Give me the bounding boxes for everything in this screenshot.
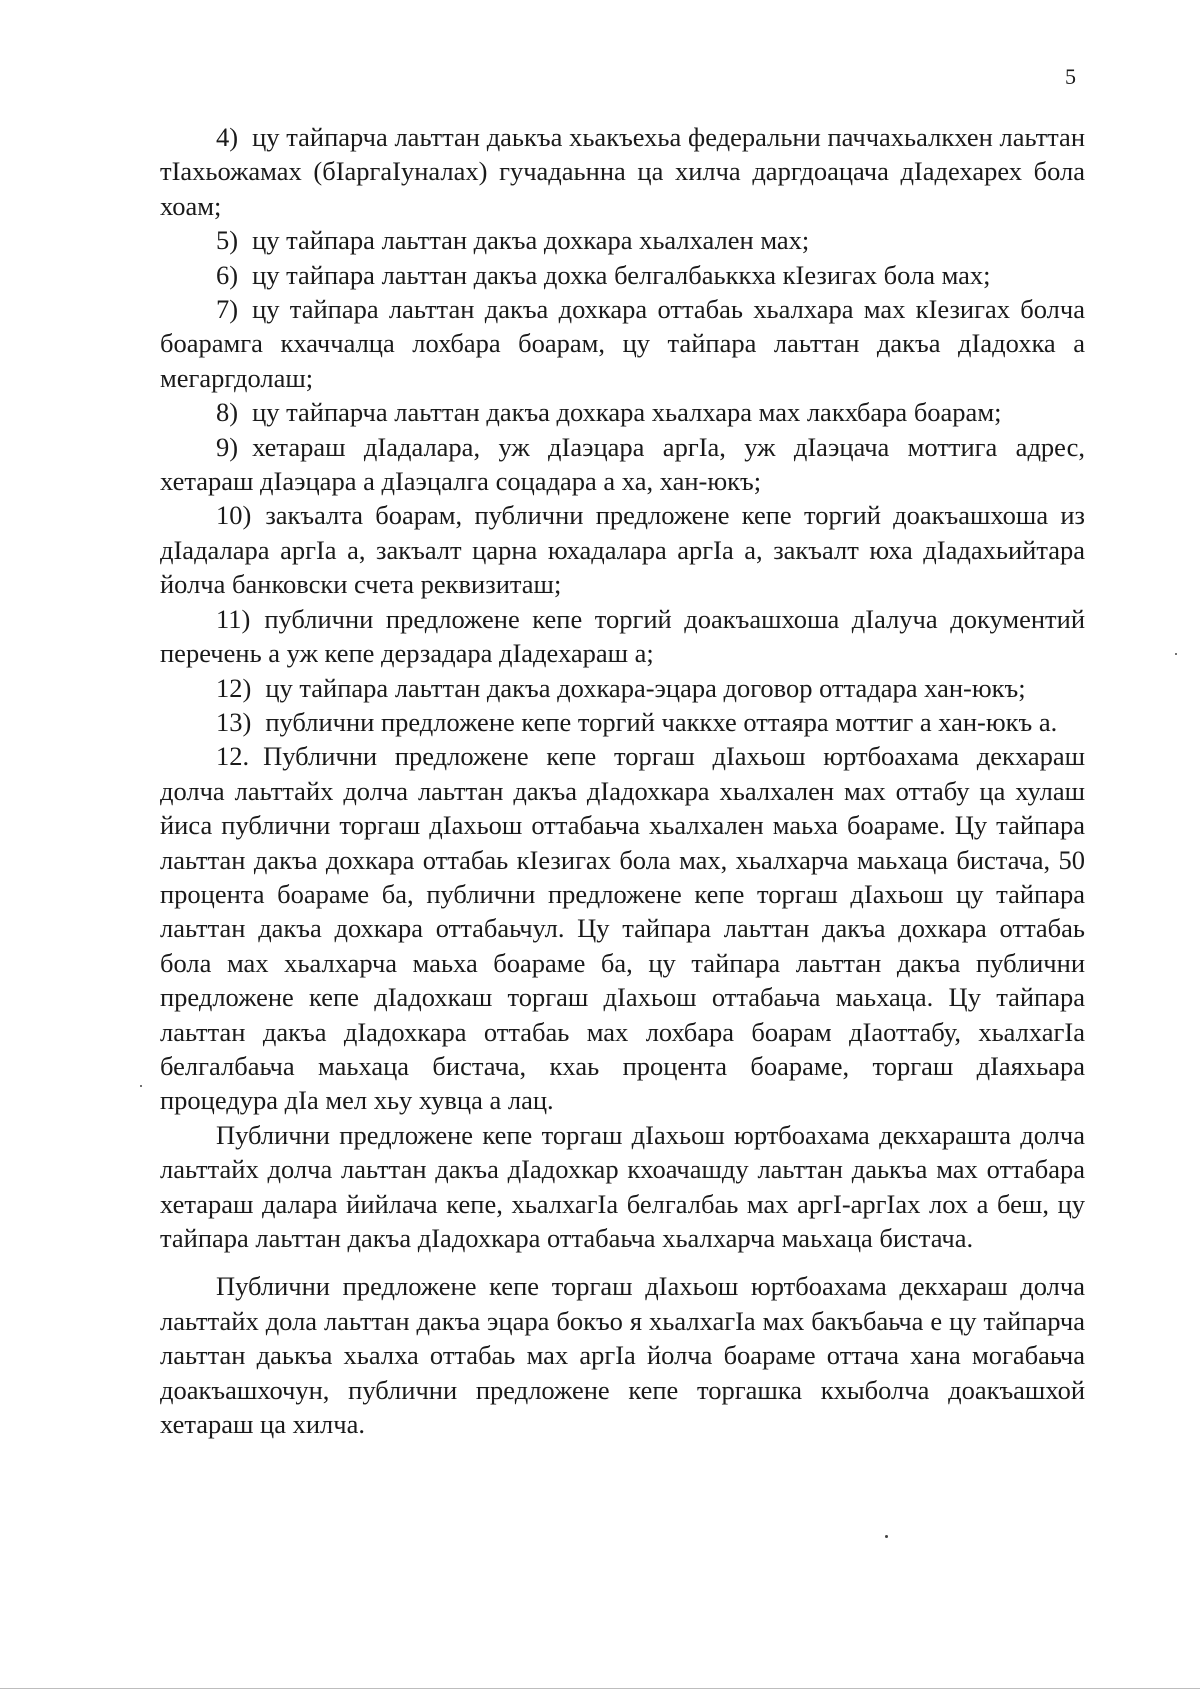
item-number: 9) (216, 431, 239, 462)
list-item (160, 705, 1085, 739)
section-text: Публични предложене кепе торгаш дIахьош юртбоахама декхараш долча лаьттайх долча лаьттан дакъа дIадохкара хьалхален мах оттабу ца хулаш йиса публични торгаш дIахьош оттабаьча хьалхален маьха боараме. Цу тайпара лаьттан дакъа дохкара оттабаь кIезигах бола мах, хьалхарча маьхаца бистача, 50 процента боараме ба, публични предложене кепе торгаш дIахьош цу тайпара лаьттан дакъа дохкара оттабаьчул. Цу тайпара лаьттан дакъа дохкара оттабаь бола мах хьалхарча маьха боараме ба, цу тайпара лаьттан дакъа публични предложене кепе дIадохкаш торгаш дIахьош оттабаьча маьхаца. Цу тайпара лаьттан дакъа дIадохкара оттабаь мах лохбара боарам дIаоттабу, хьалхагIа белгалбаьча маьхаца бистача, кхаь процента боараме, торгаш дIаяхьара процедура дIа мел хьу хувца а лац. (160, 741, 1085, 1116)
list-item (160, 223, 1085, 257)
list-item (160, 258, 1085, 292)
list-item (160, 292, 1085, 395)
list-item (160, 498, 1085, 601)
list-item (160, 430, 1085, 499)
section-paragraph (160, 1118, 1085, 1256)
item-text: публични предложене кепе торгий доакъашхоша дIалуча документий перечень а уж кепе дерзадара дIадехараш а; (160, 603, 1085, 669)
item-number: 6) (216, 259, 239, 290)
item-text: цу тайпара лаьттан дакъа дохкара оттабаь хьалхара мах кIезигах болча боарамга кхаччалца лохбара боарам, цу тайпара лаьттан дакъа дIадохка а мегаргдолаш; (160, 294, 1085, 393)
section-text: Публични предложене кепе торгаш дIахьош юртбоахама декхарашта долча лаьттайх долча лаьттан дакъа дIадохкар кхоачашду лаьттан даькъа мах оттабара хетараш далара йийлача кепе, хьалхагIа белгалбаь мах аргI-аргIах лох а беш, цу тайпара лаьттан дакъа дIадохкара оттабаьча хьалхарча маьхаца бистача. (160, 1119, 1085, 1253)
item-number: 4) (216, 122, 239, 152)
item-number: 5) (216, 225, 239, 256)
list-item (160, 671, 1085, 705)
item-number: 11) (216, 603, 251, 634)
item-text: цу тайпарча лаьттан даькъа хьакъехьа федеральни паччахьалкхен лаьттан тIахьожамах (бIаргаIуналах) гучадаьнна ца хилча даргдоацача дIадехарех бола хоам; (160, 122, 1085, 221)
item-text: цу тайпара лаьттан дакъа дохкара-эцара договор оттадара хан-юкъ; (265, 672, 1026, 703)
section-paragraph (160, 739, 1085, 1117)
item-number: 8) (216, 397, 239, 428)
section-text: Публични предложене кепе торгаш дIахьош юртбоахама декхараш долча лаьттайх дола лаьттан дакъа эцара бокъо я хьалхагIа мах бакъбаьча е цу тайпарча лаьттан даькъа хьалха оттабаь мах аргIа йолча боараме оттача хана могабаьча доакъашхочун, публични предложене кепе торгашка кхыболча доакъашхой хетараш ца хилча. (160, 1271, 1085, 1440)
item-text: публични предложене кепе торгий чаккхе оттаяра моттиг а хан-юкъ а. (265, 706, 1058, 737)
item-text: хетараш дIадалара, уж дIаэцара аргIа, уж дIаэцача моттига адрес, хетараш дIаэцара а дIаэцалга соцадара а ха, хан-юкъ; (160, 431, 1085, 497)
page-number: 5 (1065, 64, 1076, 89)
scan-edge-line (0, 1688, 1200, 1689)
item-number: 10) (216, 500, 252, 531)
scan-speck (885, 1535, 888, 1538)
section-number: 12. (216, 741, 250, 772)
item-text: закъалта боарам, публични предложене кепе торгий доакъашхоша из дIадалара аргIа а, закъалт царна юхадалара аргIа а, закъалт юха дIадахьийтара йолча банковски счета реквизиташ; (160, 500, 1085, 600)
item-text: цу тайпара лаьттан дакъа дохкара хьалхален мах; (252, 225, 810, 256)
item-text: цу тайпарча лаьттан дакъа дохкара хьалхара мах лакхбара боарам; (252, 397, 1002, 428)
item-number: 12) (216, 672, 252, 703)
list-item (160, 602, 1085, 671)
item-number: 7) (216, 294, 239, 325)
item-text: цу тайпара лаьттан дакъа дохка белгалбаьккха кIезигах бола мах; (252, 259, 991, 290)
section-paragraph (160, 1269, 1085, 1441)
list-item (160, 120, 1085, 223)
document-body (160, 120, 1085, 1441)
scan-speck (1175, 653, 1177, 655)
list-item (160, 395, 1085, 429)
scan-speck (140, 1085, 142, 1087)
item-number: 13) (216, 706, 252, 737)
